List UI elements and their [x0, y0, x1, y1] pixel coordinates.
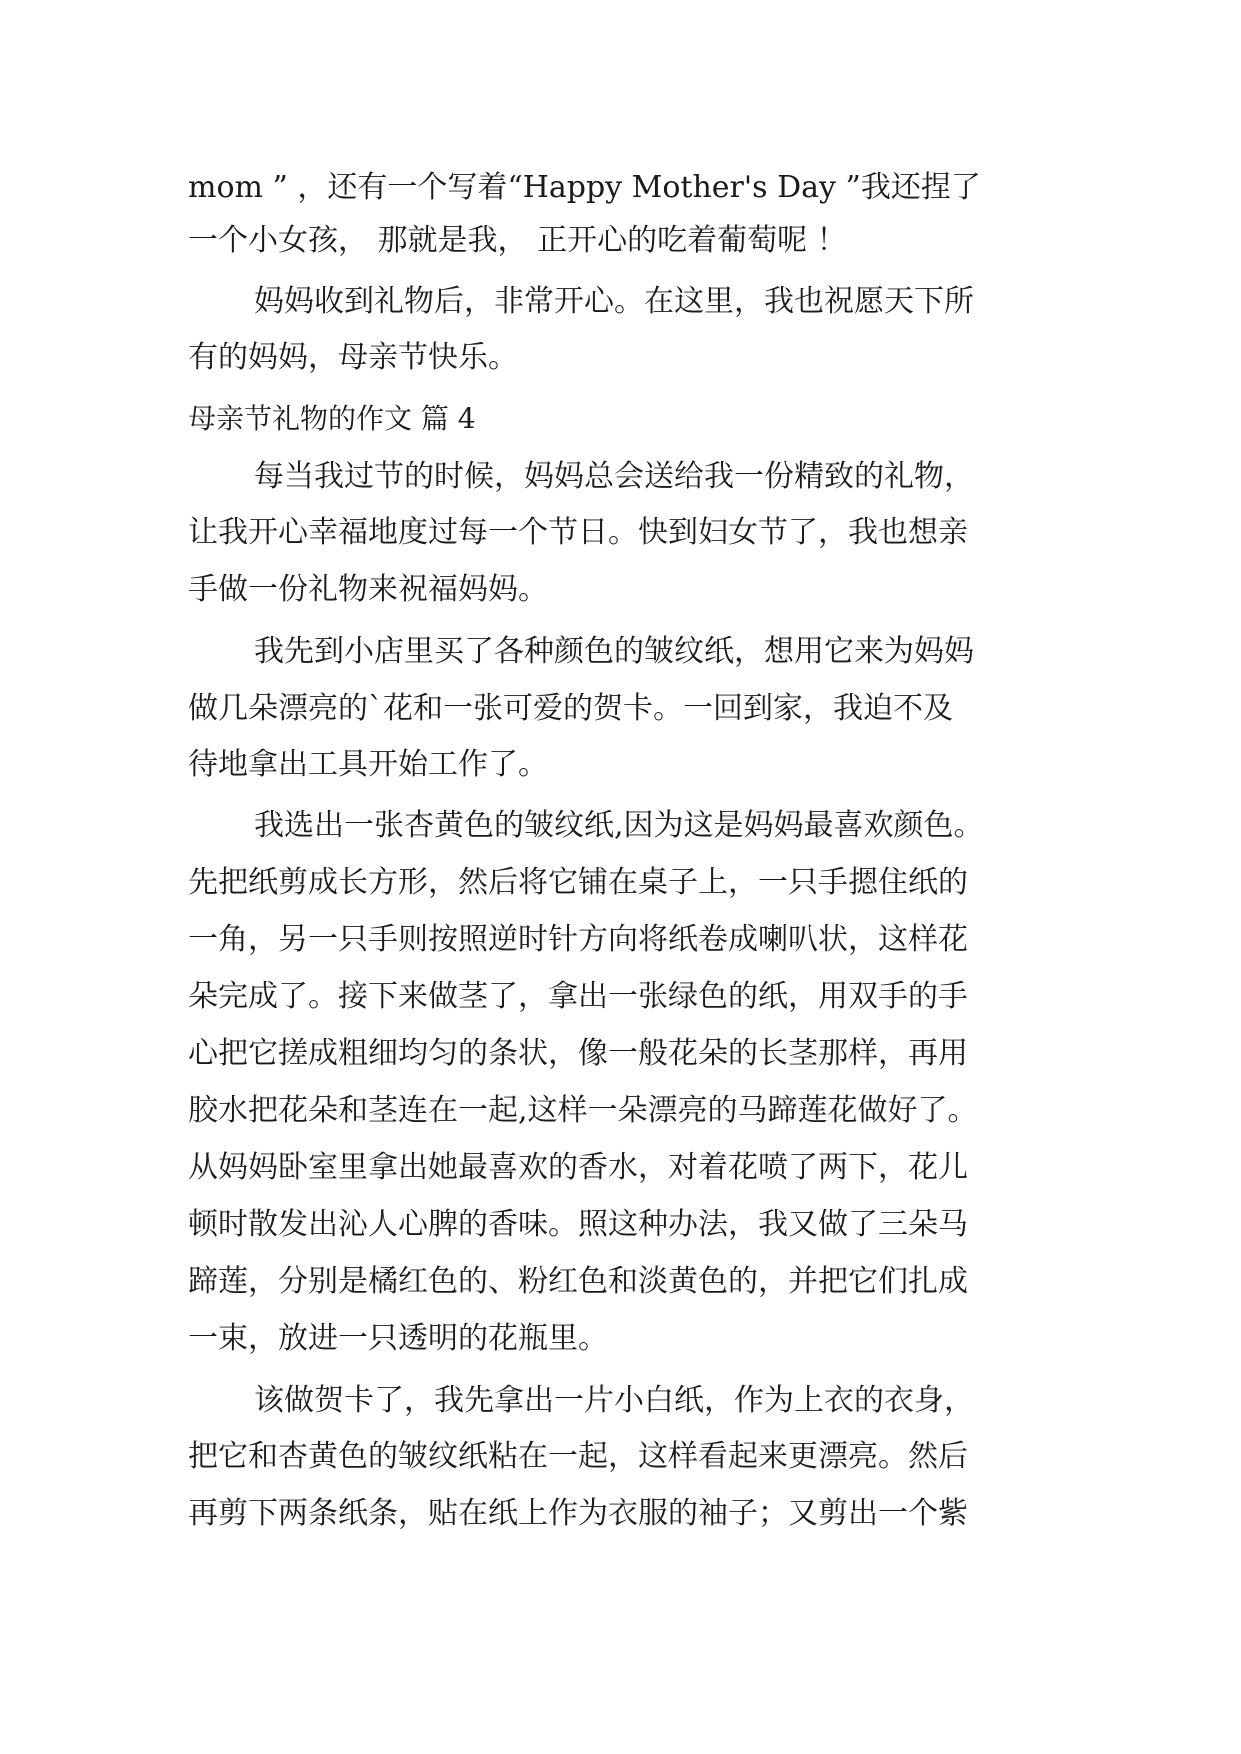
- text-line: 一角，另一只手则按照逆时针方向将纸卷成喇叭状，这样花: [188, 922, 968, 957]
- paragraph-line: 每当我过节的时候，妈妈总会送给我一份精致的礼物，: [254, 459, 974, 494]
- text-line: 让我开心幸福地度过每一个节日。快到妇女节了，我也想亲: [188, 515, 968, 550]
- text-line: 朵完成了。接下来做茎了，拿出一张绿色的纸，用双手的手: [188, 979, 968, 1014]
- text-line: 从妈妈卧室里拿出她最喜欢的香水，对着花喷了两下，花儿: [188, 1150, 968, 1185]
- paragraph-line: 我选出一张杏黄色的皱纹纸,因为这是妈妈最喜欢颜色。: [254, 808, 984, 843]
- text-line: 一个小女孩， 那就是我， 正开心的吃着葡萄呢 ！: [188, 223, 847, 258]
- section-heading: 母亲节礼物的作文 篇 4: [188, 402, 476, 435]
- paragraph-line: 该做贺卡了，我先拿出一片小白纸，作为上衣的衣身，: [254, 1383, 974, 1418]
- text-line: 蹄莲，分别是橘红色的、粉红色和淡黄色的，并把它们扎成: [188, 1264, 968, 1299]
- paragraph-line: 妈妈收到礼物后，非常开心。在这里，我也祝愿天下所: [254, 284, 974, 319]
- text-line: 有的妈妈，母亲节快乐。: [188, 340, 518, 375]
- text-line: 胶水把花朵和茎连在一起,这样一朵漂亮的马蹄莲花做好了。: [188, 1093, 978, 1128]
- text-line: 一束，放进一只透明的花瓶里。: [188, 1321, 608, 1356]
- paragraph-line: 我先到小店里买了各种颜色的皱纹纸，想用它来为妈妈: [254, 634, 974, 669]
- text-line: 心把它搓成粗细均匀的条状，像一般花朵的长茎那样，再用: [188, 1036, 968, 1071]
- text-line: mom ” ，还有一个写着“Happy Mother's Day ”我还捏了: [188, 170, 981, 205]
- text-line: 手做一份礼物来祝福妈妈。: [188, 572, 548, 607]
- text-line: 顿时散发出沁人心脾的香味。照这种办法，我又做了三朵马: [188, 1207, 968, 1242]
- text-line: 先把纸剪成长方形，然后将它铺在桌子上，一只手摁住纸的: [188, 865, 968, 900]
- text-line: 做几朵漂亮的`花和一张可爱的贺卡。一回到家，我迫不及: [188, 691, 953, 726]
- text-line: 把它和杏黄色的皱纹纸粘在一起，这样看起来更漂亮。然后: [188, 1439, 968, 1474]
- text-line: 再剪下两条纸条，贴在纸上作为衣服的袖子；又剪出一个紫: [188, 1496, 968, 1531]
- text-line: 待地拿出工具开始工作了。: [188, 747, 548, 782]
